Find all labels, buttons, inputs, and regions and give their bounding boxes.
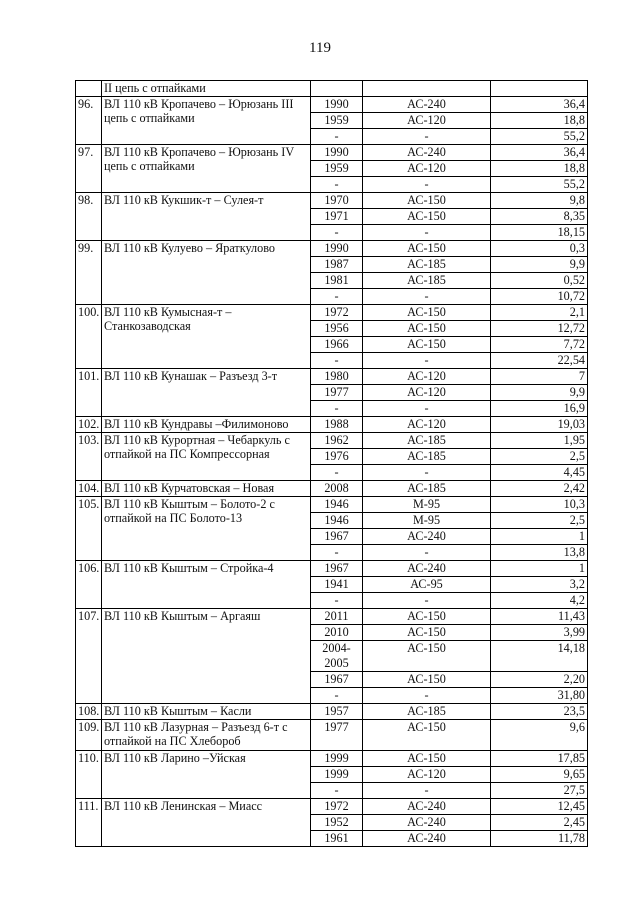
line-length: 0,3	[491, 241, 588, 257]
wire-type: АС-150	[363, 672, 491, 688]
wire-type: -	[363, 465, 491, 481]
line-length: 7,72	[491, 337, 588, 353]
line-length: 9,9	[491, 385, 588, 401]
wire-type: АС-150	[363, 751, 491, 767]
row-number: 111.	[76, 799, 102, 847]
power-lines-table	[75, 80, 588, 847]
total-length: 18,15	[491, 225, 588, 241]
wire-type: -	[363, 129, 491, 145]
line-length: 10,3	[491, 497, 588, 513]
commission-year: -	[311, 783, 363, 799]
wire-type: АС-150	[363, 625, 491, 641]
line-length: 8,35	[491, 209, 588, 225]
commission-year: 1966	[311, 337, 363, 353]
commission-year: 1972	[311, 799, 363, 815]
line-length: 2,1	[491, 305, 588, 321]
line-length: 23,5	[491, 704, 588, 720]
row-number: 96.	[76, 97, 102, 145]
line-length: 17,85	[491, 751, 588, 767]
line-length: 2,20	[491, 672, 588, 688]
wire-type: -	[363, 353, 491, 369]
wire-type: -	[363, 688, 491, 704]
wire-type: -	[363, 783, 491, 799]
table-row	[76, 720, 588, 751]
commission-year: 2004-2005	[311, 641, 363, 672]
commission-year: -	[311, 289, 363, 305]
line-length: 9,8	[491, 193, 588, 209]
commission-year: 1977	[311, 720, 363, 751]
wire-type: АС-120	[363, 417, 491, 433]
commission-year	[311, 81, 363, 97]
wire-type: -	[363, 545, 491, 561]
row-number	[76, 81, 102, 97]
line-name: ВЛ 110 кВ Кыштым – Болото-2 с отпайкой на ПС Болото-13	[102, 497, 311, 561]
commission-year: 1956	[311, 321, 363, 337]
row-number: 110.	[76, 751, 102, 799]
line-name: ВЛ 110 кВ Лазурная – Разъезд 6-т с отпайкой на ПС Хлебороб	[102, 720, 311, 751]
commission-year: 1957	[311, 704, 363, 720]
wire-type: АС-150	[363, 193, 491, 209]
line-length: 19,03	[491, 417, 588, 433]
total-length: 27,5	[491, 783, 588, 799]
line-name: ВЛ 110 кВ Кропачево – Юрюзань IV цепь с отпайками	[102, 145, 311, 193]
line-length: 2,5	[491, 513, 588, 529]
wire-type: АС-185	[363, 433, 491, 449]
line-length	[491, 81, 588, 97]
line-name: ВЛ 110 кВ Ларино –Уйская	[102, 751, 311, 799]
line-name: ВЛ 110 кВ Кукшик-т – Сулея-т	[102, 193, 311, 241]
table-row	[76, 417, 588, 433]
commission-year: 1952	[311, 815, 363, 831]
commission-year: 1999	[311, 751, 363, 767]
line-length: 18,8	[491, 113, 588, 129]
line-name: ВЛ 110 кВ Кунашак – Разъезд 3-т	[102, 369, 311, 417]
wire-type: АС-240	[363, 799, 491, 815]
table-row	[76, 704, 588, 720]
commission-year: 1946	[311, 513, 363, 529]
line-length: 1,95	[491, 433, 588, 449]
wire-type: -	[363, 225, 491, 241]
line-name: ВЛ 110 кВ Курчатовская – Новая	[102, 481, 311, 497]
row-number: 108.	[76, 704, 102, 720]
commission-year: -	[311, 465, 363, 481]
commission-year: 1988	[311, 417, 363, 433]
row-number: 109.	[76, 720, 102, 751]
wire-type: -	[363, 177, 491, 193]
wire-type: М-95	[363, 513, 491, 529]
line-length: 12,72	[491, 321, 588, 337]
line-length: 11,78	[491, 831, 588, 847]
commission-year: 1967	[311, 529, 363, 545]
commission-year: -	[311, 688, 363, 704]
commission-year: 1959	[311, 161, 363, 177]
total-length: 10,72	[491, 289, 588, 305]
wire-type: АС-185	[363, 257, 491, 273]
commission-year: -	[311, 129, 363, 145]
total-length: 4,45	[491, 465, 588, 481]
line-name: ВЛ 110 кВ Кыштым – Стройка-4	[102, 561, 311, 609]
line-name: ВЛ 110 кВ Кыштым – Касли	[102, 704, 311, 720]
wire-type: АС-150	[363, 609, 491, 625]
wire-type	[363, 81, 491, 97]
wire-type: АС-120	[363, 385, 491, 401]
commission-year: 1987	[311, 257, 363, 273]
line-name: ВЛ 110 кВ Курортная – Чебаркуль с отпайкой на ПС Компрессорная	[102, 433, 311, 481]
line-length: 14,18	[491, 641, 588, 672]
total-length: 16,9	[491, 401, 588, 417]
total-length: 13,8	[491, 545, 588, 561]
row-number: 100.	[76, 305, 102, 369]
row-number: 104.	[76, 481, 102, 497]
table-row	[76, 799, 588, 815]
commission-year: 1970	[311, 193, 363, 209]
table-row	[76, 193, 588, 209]
line-length: 1	[491, 561, 588, 577]
row-number: 102.	[76, 417, 102, 433]
wire-type: АС-240	[363, 145, 491, 161]
commission-year: 1959	[311, 113, 363, 129]
total-length: 22,54	[491, 353, 588, 369]
line-length: 1	[491, 529, 588, 545]
table-row	[76, 609, 588, 625]
wire-type: АС-185	[363, 273, 491, 289]
commission-year: 1990	[311, 145, 363, 161]
line-length: 36,4	[491, 97, 588, 113]
commission-year: 1967	[311, 672, 363, 688]
line-length: 2,5	[491, 449, 588, 465]
commission-year: 2010	[311, 625, 363, 641]
commission-year: 1971	[311, 209, 363, 225]
line-length: 9,9	[491, 257, 588, 273]
line-name: ВЛ 110 кВ Кропачево – Юрюзань III цепь с отпайками	[102, 97, 311, 145]
commission-year: 1962	[311, 433, 363, 449]
wire-type: АС-185	[363, 481, 491, 497]
commission-year: 2008	[311, 481, 363, 497]
commission-year: 1961	[311, 831, 363, 847]
commission-year: -	[311, 353, 363, 369]
table-body	[76, 81, 588, 847]
wire-type: АС-120	[363, 767, 491, 783]
wire-type: АС-150	[363, 641, 491, 672]
table-row	[76, 481, 588, 497]
table-row	[76, 81, 588, 97]
wire-type: АС-150	[363, 321, 491, 337]
wire-type: -	[363, 289, 491, 305]
wire-type: АС-150	[363, 209, 491, 225]
commission-year: -	[311, 177, 363, 193]
table-row	[76, 97, 588, 113]
line-name: ВЛ 110 кВ Кундравы –Филимоново	[102, 417, 311, 433]
table-row	[76, 145, 588, 161]
line-length: 3,99	[491, 625, 588, 641]
wire-type: АС-120	[363, 369, 491, 385]
total-length: 55,2	[491, 177, 588, 193]
commission-year: 1980	[311, 369, 363, 385]
line-length: 2,45	[491, 815, 588, 831]
commission-year: -	[311, 545, 363, 561]
table-row	[76, 561, 588, 577]
wire-type: АС-120	[363, 161, 491, 177]
row-number: 98.	[76, 193, 102, 241]
row-number: 107.	[76, 609, 102, 704]
row-number: 99.	[76, 241, 102, 305]
commission-year: -	[311, 401, 363, 417]
total-length: 31,80	[491, 688, 588, 704]
commission-year: 1972	[311, 305, 363, 321]
page-number: 119	[309, 40, 331, 56]
line-length: 9,6	[491, 720, 588, 751]
table-row	[76, 497, 588, 513]
line-name: ВЛ 110 кВ Ленинская – Миасс	[102, 799, 311, 847]
total-length: 55,2	[491, 129, 588, 145]
wire-type: АС-150	[363, 720, 491, 751]
table-row	[76, 751, 588, 767]
wire-type: -	[363, 593, 491, 609]
wire-type: АС-240	[363, 97, 491, 113]
wire-type: М-95	[363, 497, 491, 513]
wire-type: АС-150	[363, 337, 491, 353]
commission-year: 1990	[311, 97, 363, 113]
commission-year: -	[311, 593, 363, 609]
commission-year: 1981	[311, 273, 363, 289]
wire-type: АС-185	[363, 449, 491, 465]
row-number: 105.	[76, 497, 102, 561]
line-length: 36,4	[491, 145, 588, 161]
commission-year: 1967	[311, 561, 363, 577]
line-length: 12,45	[491, 799, 588, 815]
row-number: 101.	[76, 369, 102, 417]
commission-year: 2011	[311, 609, 363, 625]
commission-year: 1990	[311, 241, 363, 257]
commission-year: -	[311, 225, 363, 241]
row-number: 106.	[76, 561, 102, 609]
total-length: 4,2	[491, 593, 588, 609]
row-number: 103.	[76, 433, 102, 481]
wire-type: -	[363, 401, 491, 417]
wire-type: АС-240	[363, 831, 491, 847]
table-row	[76, 241, 588, 257]
wire-type: АС-150	[363, 241, 491, 257]
table-row	[76, 433, 588, 449]
line-length: 18,8	[491, 161, 588, 177]
line-length: 11,43	[491, 609, 588, 625]
wire-type: АС-150	[363, 305, 491, 321]
line-length: 3,2	[491, 577, 588, 593]
wire-type: АС-240	[363, 561, 491, 577]
commission-year: 1946	[311, 497, 363, 513]
line-name: ВЛ 110 кВ Кулуево – Яраткулово	[102, 241, 311, 305]
table-row	[76, 305, 588, 321]
commission-year: 1999	[311, 767, 363, 783]
commission-year: 1941	[311, 577, 363, 593]
wire-type: АС-240	[363, 815, 491, 831]
line-length: 2,42	[491, 481, 588, 497]
line-name: ВЛ 110 кВ Кыштым – Аргаяш	[102, 609, 311, 704]
commission-year: 1977	[311, 385, 363, 401]
wire-type: АС-240	[363, 529, 491, 545]
line-length: 0,52	[491, 273, 588, 289]
line-name: II цепь с отпайками	[102, 81, 311, 97]
wire-type: АС-185	[363, 704, 491, 720]
table-row	[76, 369, 588, 385]
line-name: ВЛ 110 кВ Кумысная-т – Станкозаводская	[102, 305, 311, 369]
row-number: 97.	[76, 145, 102, 193]
wire-type: АС-120	[363, 113, 491, 129]
commission-year: 1976	[311, 449, 363, 465]
line-length: 9,65	[491, 767, 588, 783]
wire-type: АС-95	[363, 577, 491, 593]
line-length: 7	[491, 369, 588, 385]
